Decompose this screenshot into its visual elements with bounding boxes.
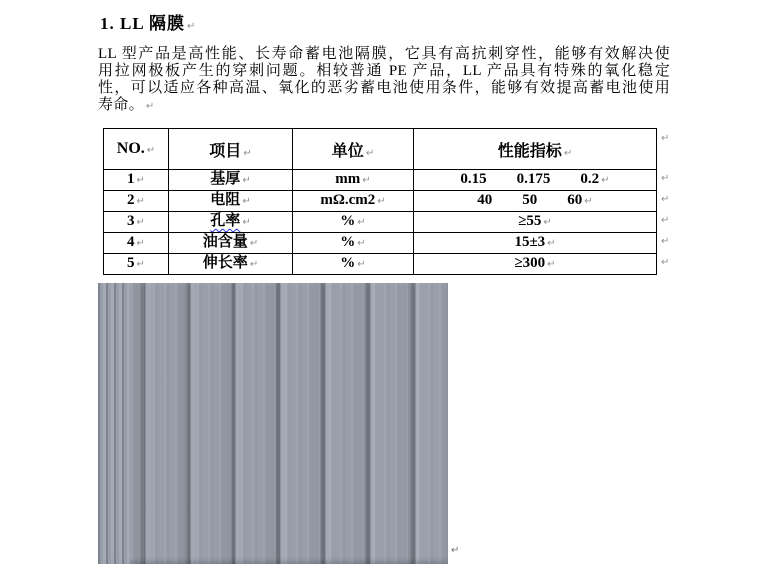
cell-no: 2 ↵ (104, 191, 169, 212)
cell-unit: mΩ.cm2 ↵ (293, 191, 414, 212)
cell-mark: ↵ (242, 217, 251, 228)
cell-item (169, 212, 293, 233)
cell-no: 3 ↵ (104, 212, 169, 233)
cell-mark: ↵ (146, 145, 156, 156)
spec-table (103, 128, 657, 275)
cell-item: 油含量 ↵ (169, 233, 293, 254)
header-cell-unit: 单位 ↵ (293, 129, 414, 170)
page-title-text: 1. LL 隔膜 (100, 14, 185, 33)
cell-no: 4 ↵ (104, 233, 169, 254)
paragraph-line: 用拉网极板产生的穿刺问题。相较普通 PE 产品，LL 产品具有特殊的氧化稳定 (98, 63, 670, 79)
cell-mark: ↵ (362, 175, 371, 186)
paragraph-mark: ↵ (451, 545, 460, 556)
cell-values: 15±3 ↵ (414, 233, 657, 254)
cell-mark: ↵ (547, 259, 556, 270)
end-of-row-mark: ↵ (661, 236, 670, 247)
paragraph-mark: ↵ (145, 101, 155, 112)
cell-mark: ↵ (357, 217, 366, 228)
cell-mark: ↵ (136, 259, 145, 270)
table-row (104, 254, 657, 275)
spellcheck-underlined-text: 孔率 (210, 213, 241, 229)
cell-mark: ↵ (243, 147, 252, 159)
cell-mark: ↵ (249, 238, 259, 249)
cell-mark: ↵ (249, 259, 259, 270)
page-title (100, 9, 196, 34)
table-row (104, 170, 657, 191)
cell-mark: ↵ (543, 217, 552, 228)
cell-mark: ↵ (357, 259, 366, 270)
cell-unit: mm ↵ (293, 170, 414, 191)
cell-mark: ↵ (136, 196, 145, 207)
cell-values: ≥300 ↵ (414, 254, 657, 275)
cell-mark: ↵ (136, 238, 145, 249)
cell-mark: ↵ (601, 175, 610, 186)
cell-mark: ↵ (242, 175, 251, 186)
cell-mark: ↵ (136, 217, 145, 228)
intro-paragraph (98, 46, 670, 115)
cell-mark: ↵ (584, 196, 593, 207)
cell-mark: ↵ (547, 238, 556, 249)
cell-values: 40 50 60 ↵ (414, 191, 657, 212)
cell-values: 0.15 0.175 0.2 ↵ (414, 170, 657, 191)
header-cell-spec: 性能指标 ↵ (414, 129, 657, 170)
end-of-row-mark: ↵ (661, 173, 670, 184)
membrane-photo (98, 283, 448, 564)
table-row (104, 191, 657, 212)
cell-no: 1 ↵ (104, 170, 169, 191)
end-of-row-mark: ↵ (661, 257, 670, 268)
cell-item: 电阻 ↵ (169, 191, 293, 212)
table-header-row (104, 129, 657, 170)
end-of-row-mark: ↵ (661, 133, 670, 144)
cell-mark: ↵ (242, 196, 251, 207)
paragraph-line: LL 型产品是高性能、长寿命蓄电池隔膜，它具有高抗刺穿性，能够有效解决使 (98, 46, 670, 62)
paragraph-mark: ↵ (187, 21, 197, 32)
table-row (104, 233, 657, 254)
cell-mark: ↵ (357, 238, 366, 249)
header-cell-item: 项目 ↵ (169, 129, 293, 170)
cell-item: 基厚 ↵ (169, 170, 293, 191)
cell-unit: % ↵ (293, 233, 414, 254)
table-row (104, 212, 657, 233)
paragraph-line-text: 寿命。 (98, 97, 144, 113)
cell-unit: % ↵ (293, 212, 414, 233)
cell-unit: % ↵ (293, 254, 414, 275)
cell-mark: ↵ (136, 175, 145, 186)
cell-no: 5 ↵ (104, 254, 169, 275)
cell-mark: ↵ (563, 147, 573, 159)
header-cell-no: NO. ↵ (104, 129, 169, 170)
cell-item: 伸长率 ↵ (169, 254, 293, 275)
cell-values: ≥55 ↵ (414, 212, 657, 233)
paragraph-line (98, 97, 670, 115)
paragraph-line: 性，可以适应各种高温、氧化的恶劣蓄电池使用条件，能够有效提高蓄电池使用 (98, 80, 670, 96)
cell-mark: ↵ (365, 147, 375, 159)
cell-mark: ↵ (377, 196, 386, 207)
end-of-row-mark: ↵ (661, 194, 670, 205)
end-of-row-mark: ↵ (661, 215, 670, 226)
